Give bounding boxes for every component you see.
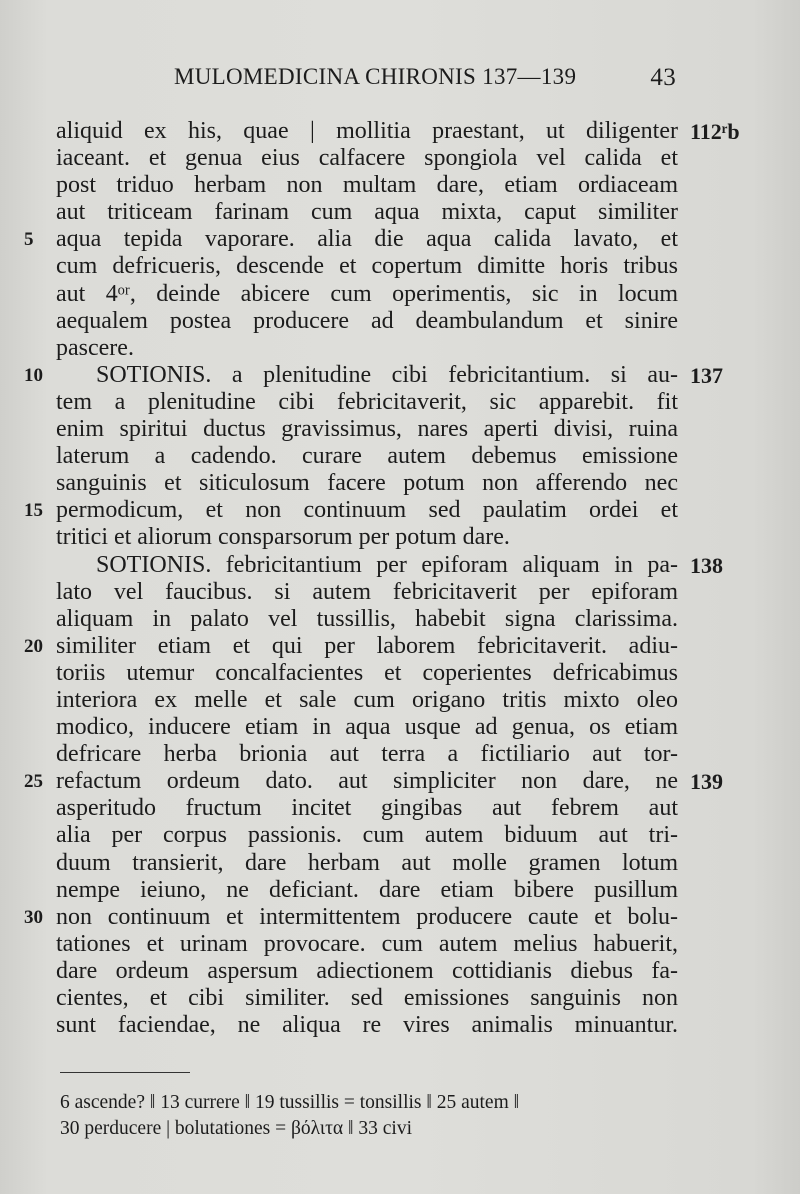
line-text: SOTIONIS. a plenitudine cibi febricitantium. si au- — [96, 361, 678, 388]
footnote-line: 6 ascende? ‖ 13 currere ‖ 19 tussillis = tonsillis ‖ 25 autem ‖ — [60, 1092, 520, 1113]
text-line — [24, 361, 723, 389]
line-text: aqua tepida vaporare. alia die aqua calida lavato, et — [56, 226, 678, 253]
text-line — [56, 1012, 678, 1039]
line-text: asperitudo fructum incitet gingibas aut febrem aut — [56, 795, 678, 822]
text-line — [56, 118, 740, 145]
main-text — [24, 118, 740, 1039]
text-line — [24, 632, 678, 660]
running-header — [174, 64, 676, 94]
text-line — [56, 335, 678, 362]
margin-reference: 137 — [690, 362, 723, 388]
text-line — [56, 687, 678, 714]
line-text: aliquid ex his, quae | mollitia praestant, ut diligenter — [56, 118, 678, 144]
line-number: 15 — [24, 500, 43, 522]
line-number: 30 — [24, 906, 43, 928]
text-line — [56, 524, 678, 551]
text-line — [56, 281, 678, 308]
text-line — [56, 822, 678, 849]
line-text: refactum ordeum dato. aut simpliciter non dare, ne — [56, 768, 678, 795]
line-text: cum defricueris, descende et copertum dimitte horis tribus — [56, 253, 678, 280]
text-line — [24, 903, 678, 931]
line-text: aut 4ᵒʳ, deinde abicere cum operimentis, sic in locum — [56, 280, 678, 307]
line-text: permodicum, et non continuum sed paulatim ordei et — [56, 497, 678, 524]
text-line — [56, 714, 678, 741]
line-text: aequalem postea producere ad deambulandum et sinire — [56, 307, 678, 334]
line-text: aut triticeam farinam cum aqua mixta, caput similiter — [56, 199, 678, 226]
text-line — [56, 308, 678, 335]
text-line — [56, 741, 678, 768]
line-text: alia per corpus passionis. cum autem biduum aut tri- — [56, 822, 678, 849]
text-line — [56, 199, 678, 226]
line-text: laterum a cadendo. curare autem debemus emissione — [56, 443, 678, 470]
text-line — [56, 660, 678, 687]
text-line — [56, 877, 678, 904]
line-text: pascere. — [56, 334, 134, 361]
line-text: tritici et aliorum consparsorum per potum dare. — [56, 524, 510, 551]
line-text: cientes, et cibi similiter. sed emissiones sanguinis non — [56, 985, 678, 1011]
text-line — [56, 443, 678, 470]
line-text: lato vel faucibus. si autem febricitaverit per epiforam — [56, 578, 678, 605]
footnote-rule — [60, 1072, 190, 1073]
line-text: tem a plenitudine cibi febricitaverit, sic apparebit. fit — [56, 388, 678, 415]
line-number: 5 — [24, 229, 34, 251]
text-line — [56, 145, 678, 172]
line-text: interiora ex melle et sale cum origano tritis mixto oleo — [56, 686, 678, 713]
line-number: 20 — [24, 635, 43, 657]
text-line — [56, 931, 678, 958]
margin-reference: 139 — [690, 769, 723, 795]
page-number: 43 — [650, 64, 676, 91]
line-number: 10 — [24, 364, 43, 386]
text-line — [56, 253, 678, 280]
line-number: 25 — [24, 771, 43, 793]
text-line — [56, 551, 723, 579]
margin-reference: 138 — [690, 552, 723, 578]
text-line — [24, 768, 723, 795]
text-line — [24, 497, 678, 524]
text-line — [56, 606, 678, 633]
text-line — [56, 416, 678, 443]
line-text: duum transierit, dare herbam aut molle gramen lotum — [56, 849, 678, 876]
running-title: MULOMEDICINA CHIRONIS 137—139 — [174, 64, 577, 89]
line-text: sunt faciendae, ne aliqua re vires animalis minuantur. — [56, 1012, 678, 1039]
footnote-line: 30 perducere | bolutationes = βόλιτα ‖ 33 civi — [60, 1118, 412, 1139]
line-text: post triduo herbam non multam dare, etiam ordiaceam — [56, 172, 678, 199]
text-line — [56, 172, 678, 199]
line-text: modico, inducere etiam in aqua usque ad genua, os etiam — [56, 714, 678, 741]
line-text: enim spiritui ductus gravissimus, nares aperti divisi, ruina — [56, 416, 678, 443]
line-text: aliquam in palato vel tussillis, habebit signa clarissima. — [56, 605, 678, 632]
text-line — [56, 958, 678, 985]
line-text: defricare herba brionia aut terra a fictiliario aut tor- — [56, 741, 678, 768]
text-line — [56, 850, 678, 877]
text-line — [56, 985, 678, 1012]
line-text: SOTIONIS. febricitantium per epiforam aliquam in pa- — [96, 551, 678, 578]
text-line — [56, 579, 678, 606]
line-text: tationes et urinam provocare. cum autem melius habuerit, — [56, 930, 678, 957]
apparatus-criticus — [60, 1090, 690, 1142]
line-text: nempe ieiuno, ne deficiant. dare etiam bibere pusillum — [56, 876, 678, 903]
line-text: dare ordeum aspersum adiectionem cottidianis diebus fa- — [56, 957, 678, 984]
margin-reference: 112ʳb — [690, 119, 740, 144]
text-line — [56, 795, 678, 822]
line-text: similiter etiam et qui per laborem febricitaverit. adiu- — [56, 632, 678, 659]
text-line — [24, 226, 678, 253]
line-text: sanguinis et siticulosum facere potum non afferendo nec — [56, 470, 678, 497]
text-line — [56, 389, 678, 416]
text-line — [56, 470, 678, 497]
line-text: non continuum et intermittentem producere caute et bolu- — [56, 903, 678, 930]
line-text: toriis utemur concalfacientes et coperientes defricabimus — [56, 659, 678, 686]
line-text: iaceant. et genua eius calfacere spongiola vel calida et — [56, 145, 678, 172]
